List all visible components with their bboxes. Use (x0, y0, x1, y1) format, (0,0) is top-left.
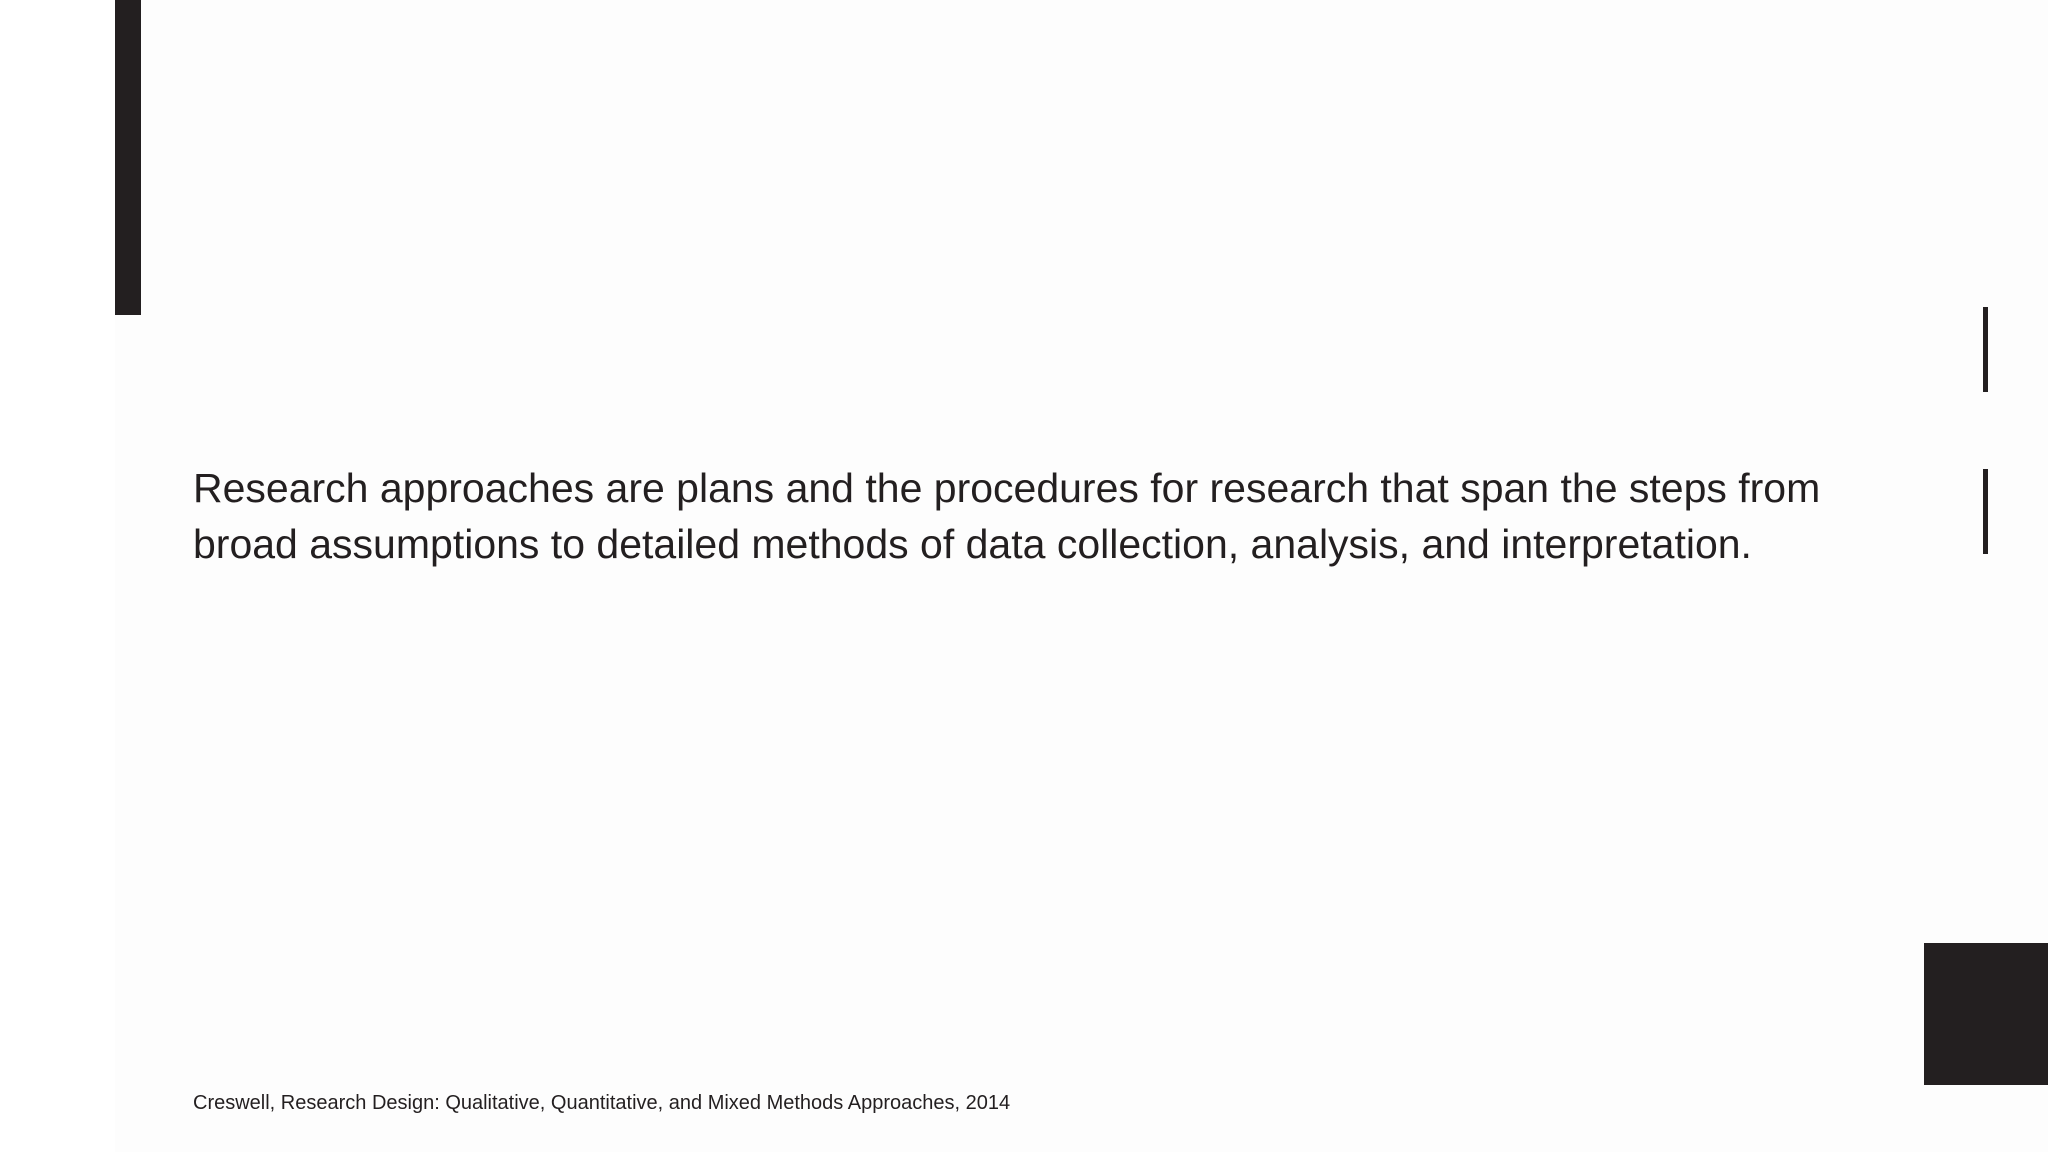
slide-body-text: Research approaches are plans and the procedures for research that span the steps from broad assumptions to detailed methods of data collection, analysis, and interpretation. (193, 465, 1821, 567)
decorative-right-tick-upper (1983, 307, 1988, 392)
slide-citation: Creswell, Research Design: Qualitative, Quantitative, and Mixed Methods Approaches, 2014 (193, 1092, 1011, 1114)
decorative-top-left-bar (115, 0, 141, 315)
left-margin-strip (0, 0, 115, 1152)
decorative-right-tick-lower (1983, 469, 1988, 554)
decorative-bottom-right-block (1924, 943, 2048, 1085)
